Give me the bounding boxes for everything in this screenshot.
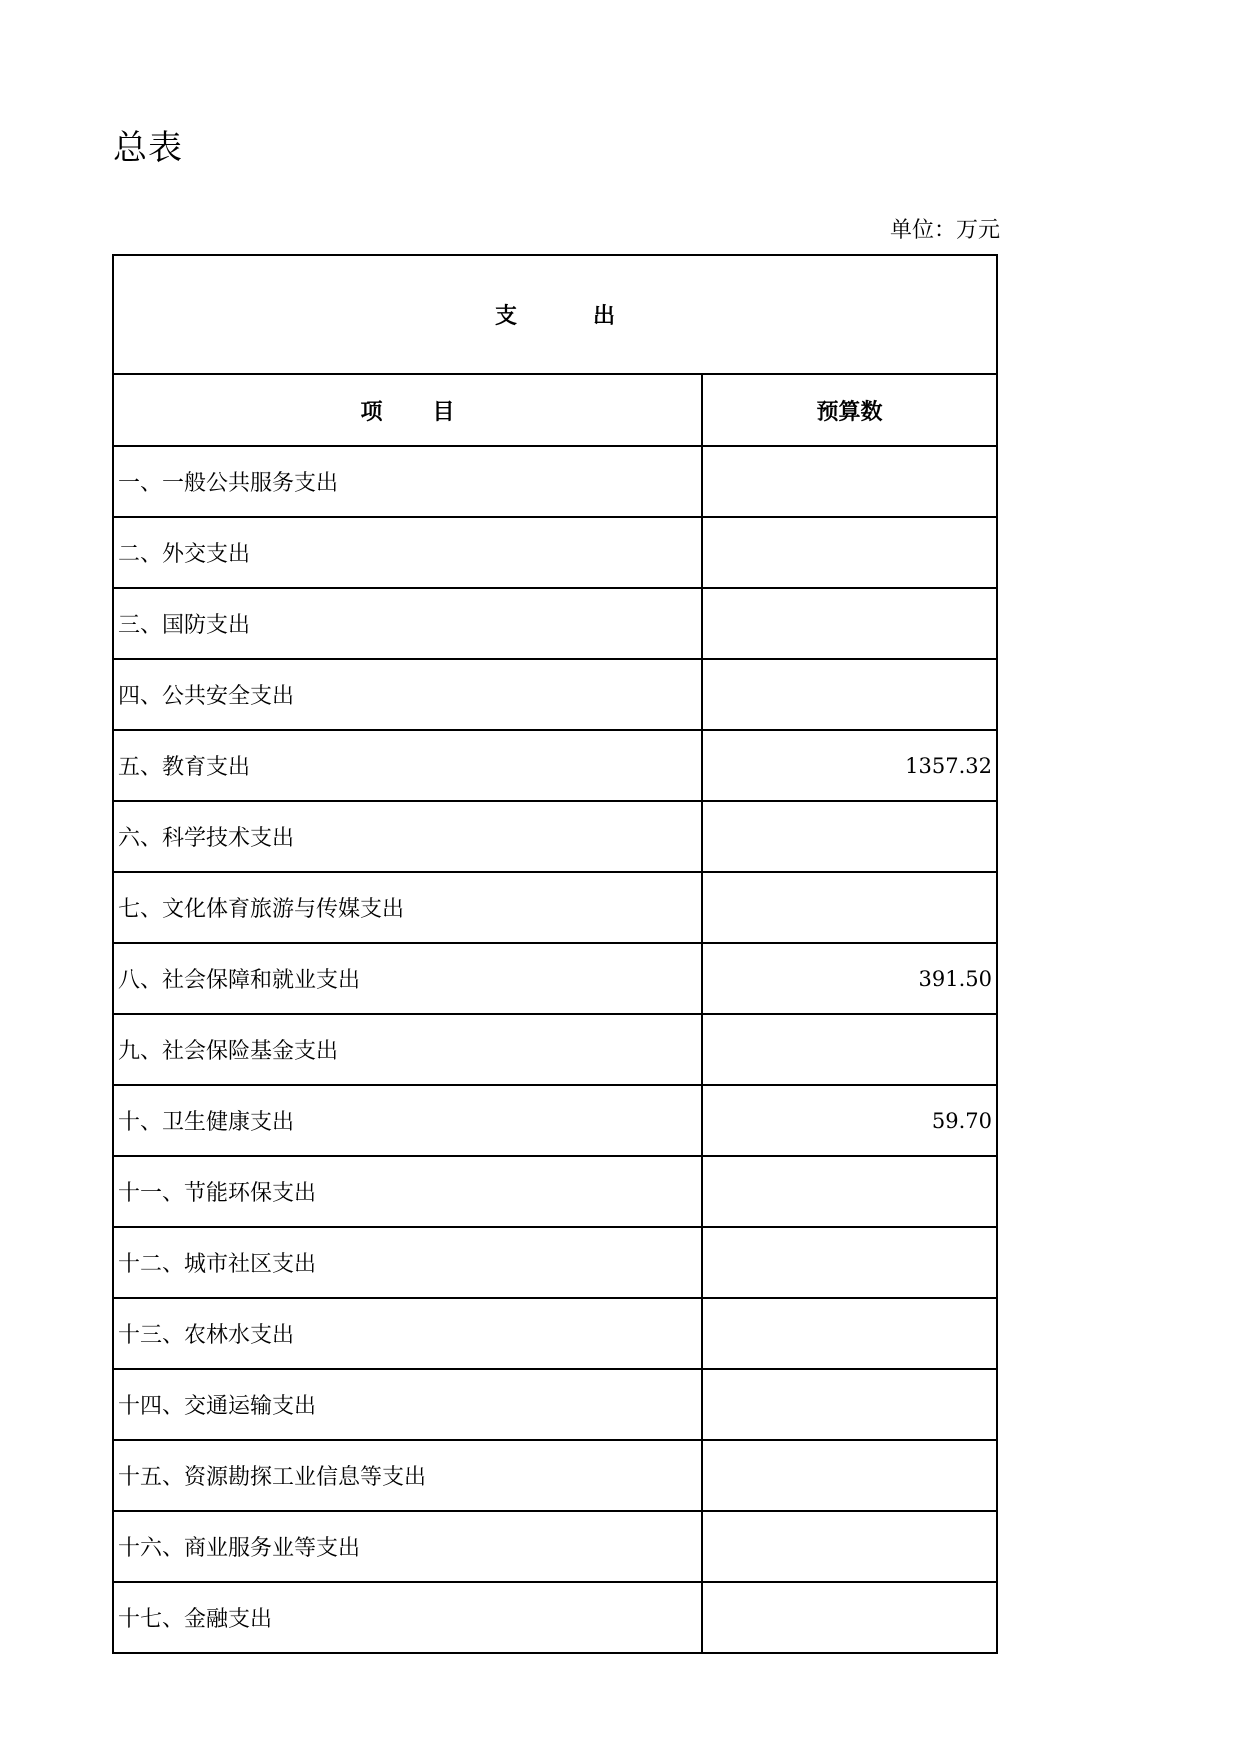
row-amount <box>702 872 997 943</box>
row-amount <box>702 1156 997 1227</box>
row-item: 十、卫生健康支出 <box>113 1085 702 1156</box>
row-item: 十二、城市社区支出 <box>113 1227 702 1298</box>
table-row <box>113 1369 997 1440</box>
row-amount: 1357.32 <box>702 730 997 801</box>
row-item: 七、文化体育旅游与传媒支出 <box>113 872 702 943</box>
row-amount <box>702 659 997 730</box>
row-item: 十一、节能环保支出 <box>113 1156 702 1227</box>
table-row <box>113 1085 997 1156</box>
table-row <box>113 872 997 943</box>
table-row <box>113 588 997 659</box>
row-item: 八、社会保障和就业支出 <box>113 943 702 1014</box>
row-item: 十六、商业服务业等支出 <box>113 1511 702 1582</box>
row-amount <box>702 801 997 872</box>
row-amount <box>702 1298 997 1369</box>
row-amount <box>702 517 997 588</box>
table-row <box>113 1298 997 1369</box>
table-row <box>113 1156 997 1227</box>
row-amount <box>702 1582 997 1653</box>
page-title: 总表 <box>113 128 183 168</box>
column-header-amount: 预算数 <box>702 374 997 446</box>
table-row <box>113 1014 997 1085</box>
row-item: 一、一般公共服务支出 <box>113 446 702 517</box>
row-item: 十四、交通运输支出 <box>113 1369 702 1440</box>
table-row <box>113 446 997 517</box>
row-amount <box>702 1227 997 1298</box>
row-amount <box>702 1511 997 1582</box>
row-item: 六、科学技术支出 <box>113 801 702 872</box>
row-amount <box>702 588 997 659</box>
row-item: 九、社会保险基金支出 <box>113 1014 702 1085</box>
unit-label: 单位：万元 <box>889 218 1000 243</box>
row-item: 十五、资源勘探工业信息等支出 <box>113 1440 702 1511</box>
table-row <box>113 943 997 1014</box>
table-row <box>113 801 997 872</box>
table-row <box>113 730 997 801</box>
column-header-item: 项目 <box>113 374 702 446</box>
table-body <box>113 446 997 1653</box>
row-item: 三、国防支出 <box>113 588 702 659</box>
table-row <box>113 1511 997 1582</box>
row-item: 五、教育支出 <box>113 730 702 801</box>
budget-table <box>112 254 998 1654</box>
row-amount <box>702 1440 997 1511</box>
table-row <box>113 659 997 730</box>
table-row <box>113 1227 997 1298</box>
row-item: 四、公共安全支出 <box>113 659 702 730</box>
table-row <box>113 1440 997 1511</box>
section-header: 支出 <box>113 255 997 374</box>
row-item: 十七、金融支出 <box>113 1582 702 1653</box>
row-item: 二、外交支出 <box>113 517 702 588</box>
row-amount: 59.70 <box>702 1085 997 1156</box>
row-amount <box>702 1369 997 1440</box>
table-row <box>113 1582 997 1653</box>
row-amount <box>702 446 997 517</box>
row-item: 十三、农林水支出 <box>113 1298 702 1369</box>
table-row <box>113 517 997 588</box>
row-amount <box>702 1014 997 1085</box>
row-amount: 391.50 <box>702 943 997 1014</box>
